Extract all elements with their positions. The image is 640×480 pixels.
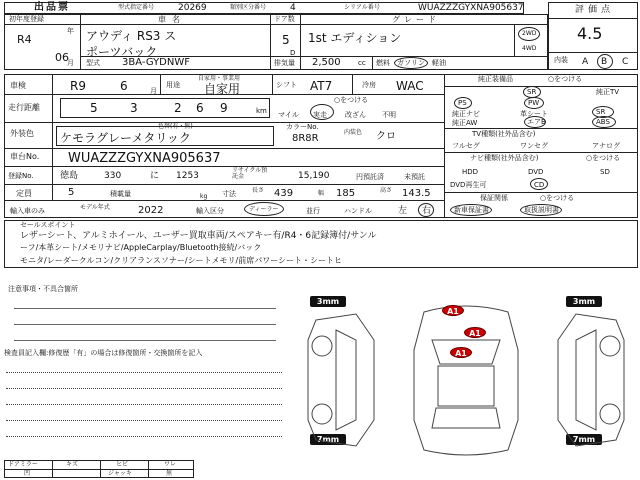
recycle-label: リサイクル預託金 — [232, 167, 268, 180]
legend-7: 無 — [166, 470, 173, 477]
import-kind-label: 輸入区分 — [196, 207, 224, 215]
interior-color-value: クロ — [376, 131, 396, 142]
displacement-unit: cc — [358, 59, 366, 67]
car-name-line2: ポーツバック — [86, 45, 158, 59]
doors-type: D — [290, 49, 296, 57]
capacity-value: 5 — [68, 187, 75, 198]
equip-pw: PW — [528, 99, 540, 107]
handle-value: 左 — [398, 206, 408, 216]
serial-number: WUAZZZGYXNA905637 — [418, 3, 524, 13]
grade-c: C — [622, 57, 629, 67]
mileage-digit-2: 3 — [130, 101, 138, 115]
equip-hint: ○をつける — [548, 75, 583, 83]
inspection-unit-m: 月 — [150, 87, 157, 95]
car-name-label: 車名 — [158, 15, 186, 24]
fuel-label: 燃料 — [376, 59, 390, 67]
interior-color-label: 内装色 — [344, 129, 363, 136]
equip-sr: SR — [527, 88, 537, 96]
warranty-label: 保証関係 — [480, 194, 508, 202]
color-sub: 色替(有・無) — [158, 123, 193, 130]
damage-mark-2: A1 — [464, 327, 486, 338]
model-year-label: モデル年式 — [80, 204, 110, 211]
shift-label: シフト — [276, 81, 297, 89]
color-value: ケモラグレーメタリック — [60, 131, 191, 145]
history-title: 検査員記入欄:修復歴「有」の場合は修復箇所・交換箇所を記入 — [4, 349, 203, 357]
equip-airbag: エアB — [527, 118, 546, 126]
mm-top-right: 3mm — [566, 296, 602, 307]
usage-sub: 自家用・事業用 — [198, 75, 241, 82]
navi-hdd: HDD — [462, 168, 479, 176]
interior-grade-label: 内装 — [554, 56, 568, 64]
legend-1: ドアミラー — [8, 461, 38, 468]
equip-alloy: 純正AW — [452, 119, 478, 127]
category-label: 類別区分番号 — [230, 4, 267, 11]
left-rear-wheel — [312, 404, 332, 424]
mileage-opt-actual: 実走 — [313, 111, 327, 119]
equip-leather: 革シート — [520, 110, 548, 118]
model-label: 型式 — [86, 59, 100, 67]
grade-label: グレード — [392, 15, 440, 24]
mileage-label: 走行距離 — [8, 103, 40, 112]
right-rear-wheel — [600, 404, 620, 424]
legend-4: ワレ — [164, 461, 177, 468]
warranty-hint: ○をつける — [540, 194, 575, 202]
dims-height-label: 高さ — [380, 187, 393, 194]
import-kind-dealer: ディーラー — [249, 206, 279, 213]
load-unit: kg — [200, 193, 208, 200]
load-label: 積載量 — [110, 190, 131, 198]
serial-label: シリアル番号 — [344, 4, 380, 11]
car-left-side — [308, 314, 374, 446]
first-reg-month-unit: 月 — [67, 59, 74, 67]
mileage-opt-mile: マイル — [278, 111, 299, 119]
plate-number: 1253 — [176, 171, 199, 181]
grade-a: A — [582, 57, 589, 67]
plate-kana: に — [150, 171, 160, 181]
recycle-status: 未預託 — [404, 173, 425, 181]
navi-cd: CD — [534, 181, 545, 189]
import-kind-parallel: 並行 — [306, 207, 320, 215]
shift-value: AT7 — [310, 79, 333, 93]
import-label: 輸入車のみ — [10, 207, 45, 215]
equip-tv: 純正TV — [596, 88, 620, 96]
tv-fullseg: フルセグ — [452, 142, 480, 150]
usage-value: 自家用 — [204, 82, 241, 96]
navi-dvd-play: DVD再生可 — [450, 181, 487, 189]
legend-5: 凹 — [24, 470, 31, 477]
drive-4wd: 4WD — [522, 45, 537, 52]
legend-6: ジャッキ — [108, 470, 132, 477]
fuel-gasoline: ガソリン — [397, 59, 425, 67]
tv-label: TV種類(社外品含む) — [472, 130, 536, 138]
score-label: 評価点 — [575, 5, 615, 15]
mileage-opt-tampered: 改ざん — [345, 111, 366, 119]
selling-points-line2: ーフ/本革シート/メモリナビ/AppleCarplay/Bluetooth接続/バック — [20, 243, 262, 252]
damage-mark-3: A1 — [450, 347, 472, 358]
grade-value: 1st エディション — [308, 31, 402, 45]
equip-ps: PS — [458, 99, 467, 107]
mileage-opt-unknown: 不明 — [382, 111, 396, 119]
model-year: 2022 — [138, 205, 164, 216]
category: 4 — [290, 3, 296, 13]
plate-area: 徳島 — [60, 171, 79, 181]
navi-label: ナビ種類(社外品含む) — [470, 154, 539, 162]
mileage-digit-1: 5 — [90, 101, 98, 115]
color-label: 外装色 — [10, 129, 34, 138]
handle-label: ハンドル — [344, 207, 372, 215]
document-title: 出品票 — [34, 2, 70, 13]
model-value: 3BA-GYDNWF — [122, 57, 190, 68]
mileage-digit-5: 9 — [220, 101, 228, 115]
doors-label: ドア数 — [274, 15, 295, 23]
car-diagram — [296, 300, 636, 460]
dims-label: 寸法 — [222, 190, 236, 198]
recycle-unit: 円預託済 — [356, 173, 384, 181]
mm-bottom-left: 7mm — [310, 434, 346, 445]
interior-grade-value: B — [601, 57, 608, 67]
first-reg-month: 06 — [55, 51, 69, 64]
selling-points-line1: レザーシート、アルミホイール、ユーザー買取車両/スペアキー有/R4・6記録簿付/サンル — [20, 231, 377, 241]
left-front-wheel — [312, 336, 332, 356]
dims-height: 143.5 — [402, 188, 431, 199]
tv-oneseg: ワンセグ — [520, 142, 548, 150]
color-code: 8R8R — [292, 133, 319, 144]
mileage-digit-4: 6 — [196, 101, 204, 115]
inspection-label: 車検 — [10, 81, 26, 90]
mm-bottom-right: 7mm — [566, 434, 602, 445]
inspection-era: R9 — [70, 79, 86, 93]
first-reg-year-unit: 年 — [67, 27, 74, 35]
doors-value: 5 — [282, 33, 290, 47]
dims-length-label: 長さ — [252, 187, 265, 194]
ac-label: 冷房 — [362, 81, 376, 89]
plate-class: 330 — [104, 171, 122, 181]
drive-2wd: 2WD — [522, 30, 537, 37]
score-value: 4.5 — [577, 24, 603, 43]
car-right-side — [558, 314, 624, 446]
mileage-circle-hint: ○をつける — [334, 96, 369, 104]
dims-width-label: 幅 — [318, 190, 325, 197]
handle-alt: 右 — [422, 206, 432, 216]
navi-hint: ○をつける — [586, 154, 621, 162]
chassis-value: WUAZZZGYXNA905637 — [68, 151, 221, 166]
equip-navi: 純正ナビ — [452, 110, 480, 118]
tv-analog: アナログ — [592, 142, 620, 150]
equip-abs: ABS — [596, 118, 610, 126]
mileage-digit-3: 2 — [174, 101, 182, 115]
car-name-line1: アウディ RS3 ス — [86, 29, 177, 43]
dims-length: 439 — [274, 188, 294, 199]
selling-points-line3: モニタ/レーダークルコン/クリアランスソナー/シートメモリ/前席パワーシート・シートヒ — [20, 256, 343, 265]
navi-sd: SD — [600, 168, 610, 176]
equip-aw: SR — [596, 108, 606, 116]
selling-points-title: セールスポイント — [20, 221, 76, 229]
first-reg-era: R4 — [17, 33, 32, 46]
warranty-manual: 取扱説明書 — [524, 206, 559, 214]
inspection-month: 6 — [120, 79, 128, 93]
fuel-diesel: 軽油 — [432, 59, 446, 67]
warranty-book: 新車保証書 — [454, 206, 489, 214]
color-code-label: カラーNo. — [286, 123, 319, 131]
mileage-unit: km — [256, 107, 267, 115]
displacement-value: 2,500 — [312, 57, 341, 68]
dims-width: 185 — [336, 188, 356, 199]
displacement-label: 排気量 — [274, 59, 295, 67]
ac-value: WAC — [396, 79, 424, 93]
model-code-label: 型式指定番号 — [118, 4, 155, 11]
legend-3: ヒビ — [116, 461, 129, 468]
model-code: 20269 — [178, 3, 207, 13]
equip-title: 純正装備品 — [478, 75, 513, 83]
first-reg-label: 初年度登録 — [9, 15, 44, 23]
plate-label: 登録No. — [8, 172, 34, 180]
chassis-label: 車台No. — [10, 152, 40, 161]
recycle-value: 15,190 — [298, 171, 330, 181]
usage-label: 用途 — [166, 81, 180, 89]
mm-top-left: 3mm — [310, 296, 346, 307]
navi-dvd: DVD — [528, 168, 544, 176]
damage-mark-1: A1 — [442, 305, 464, 316]
legend-2: キズ — [66, 461, 78, 468]
capacity-label: 定員 — [16, 189, 32, 198]
right-front-wheel — [600, 336, 620, 356]
notes-title: 注意事項・不具合箇所 — [8, 285, 78, 293]
